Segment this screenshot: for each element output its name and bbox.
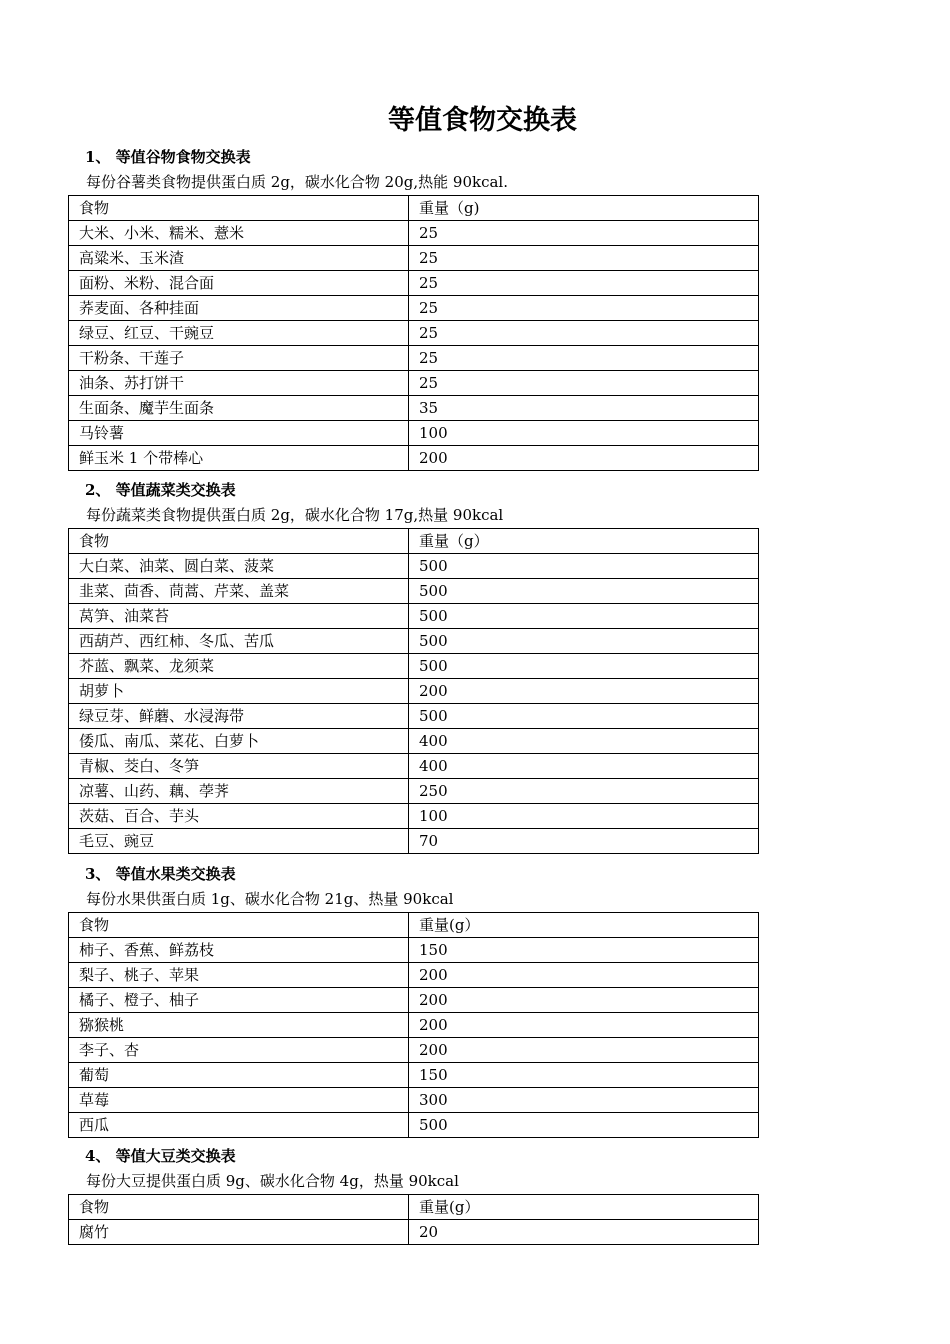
food-cell: 绿豆芽、鲜蘑、水浸海带 — [69, 704, 409, 729]
table-row — [69, 804, 759, 829]
section-note: 每份大豆提供蛋白质 9g、碳水化合物 4g，热量 90kcal — [86, 1172, 459, 1190]
food-cell: 马铃薯 — [69, 421, 409, 446]
weight-cell: 100 — [409, 804, 759, 829]
header-food: 食物 — [69, 913, 409, 938]
section-2 — [68, 478, 758, 854]
weight-cell: 25 — [409, 346, 759, 371]
food-cell: 草莓 — [69, 1088, 409, 1113]
weight-cell: 150 — [409, 938, 759, 963]
food-cell: 荞麦面、各种挂面 — [69, 296, 409, 321]
exchange-table — [68, 195, 759, 471]
table-header-row — [69, 529, 759, 554]
header-food: 食物 — [69, 1195, 409, 1220]
table-row — [69, 446, 759, 471]
weight-cell: 500 — [409, 554, 759, 579]
weight-cell: 25 — [409, 371, 759, 396]
food-cell: 芥蓝、飘菜、龙须菜 — [69, 654, 409, 679]
exchange-table — [68, 1194, 759, 1245]
weight-cell: 500 — [409, 654, 759, 679]
food-cell: 猕猴桃 — [69, 1013, 409, 1038]
table-row — [69, 1013, 759, 1038]
food-cell: 生面条、魔芋生面条 — [69, 396, 409, 421]
table-header-row — [69, 913, 759, 938]
weight-cell: 200 — [409, 679, 759, 704]
header-weight: 重量（g) — [409, 196, 759, 221]
weight-cell: 25 — [409, 246, 759, 271]
table-row — [69, 371, 759, 396]
table-row — [69, 421, 759, 446]
header-weight: 重量(g） — [409, 913, 759, 938]
food-cell: 鲜玉米 1 个带棒心 — [69, 446, 409, 471]
table-row — [69, 296, 759, 321]
food-cell: 橘子、橙子、柚子 — [69, 988, 409, 1013]
food-cell: 西葫芦、西红柿、冬瓜、苦瓜 — [69, 629, 409, 654]
food-cell: 凉薯、山药、藕、荸荠 — [69, 779, 409, 804]
table-header-row — [69, 1195, 759, 1220]
food-cell: 韭菜、茴香、茼蒿、芹菜、盖菜 — [69, 579, 409, 604]
weight-cell: 20 — [409, 1220, 759, 1245]
table-row — [69, 1113, 759, 1138]
section-note: 每份蔬菜类食物提供蛋白质 2g，碳水化合物 17g,热量 90kcal — [86, 506, 504, 524]
header-weight: 重量（g） — [409, 529, 759, 554]
food-cell: 毛豆、豌豆 — [69, 829, 409, 854]
weight-cell: 150 — [409, 1063, 759, 1088]
page-title: 等值食物交换表 — [388, 105, 577, 136]
weight-cell: 500 — [409, 1113, 759, 1138]
food-cell: 倭瓜、南瓜、菜花、白萝卜 — [69, 729, 409, 754]
food-cell: 面粉、米粉、混合面 — [69, 271, 409, 296]
section-note: 每份谷薯类食物提供蛋白质 2g，碳水化合物 20g,热能 90kcal. — [86, 173, 508, 191]
table-row — [69, 246, 759, 271]
weight-cell: 300 — [409, 1088, 759, 1113]
weight-cell: 200 — [409, 446, 759, 471]
table-row — [69, 729, 759, 754]
food-cell: 胡萝卜 — [69, 679, 409, 704]
food-cell: 高粱米、玉米渣 — [69, 246, 409, 271]
section-heading: 4、 等值大豆类交换表 — [85, 1147, 236, 1165]
table-row — [69, 938, 759, 963]
table-header-row — [69, 196, 759, 221]
header-weight: 重量(g） — [409, 1195, 759, 1220]
table-row — [69, 988, 759, 1013]
table-row — [69, 346, 759, 371]
food-cell: 柿子、香蕉、鲜荔枝 — [69, 938, 409, 963]
weight-cell: 200 — [409, 988, 759, 1013]
weight-cell: 200 — [409, 1038, 759, 1063]
table-row — [69, 629, 759, 654]
section-4 — [68, 1144, 758, 1245]
section-1 — [68, 145, 758, 471]
food-cell: 油条、苏打饼干 — [69, 371, 409, 396]
food-cell: 莴笋、油菜苔 — [69, 604, 409, 629]
exchange-table — [68, 528, 759, 854]
food-cell: 干粉条、干莲子 — [69, 346, 409, 371]
weight-cell: 25 — [409, 321, 759, 346]
weight-cell: 35 — [409, 396, 759, 421]
weight-cell: 500 — [409, 579, 759, 604]
table-row — [69, 1038, 759, 1063]
food-cell: 大白菜、油菜、圆白菜、菠菜 — [69, 554, 409, 579]
table-row — [69, 221, 759, 246]
weight-cell: 500 — [409, 629, 759, 654]
weight-cell: 250 — [409, 779, 759, 804]
weight-cell: 25 — [409, 221, 759, 246]
exchange-table — [68, 912, 759, 1138]
weight-cell: 500 — [409, 704, 759, 729]
table-row — [69, 963, 759, 988]
table-row — [69, 754, 759, 779]
weight-cell: 25 — [409, 296, 759, 321]
table-row — [69, 579, 759, 604]
table-row — [69, 396, 759, 421]
header-food: 食物 — [69, 529, 409, 554]
section-note: 每份水果供蛋白质 1g、碳水化合物 21g、热量 90kcal — [86, 890, 454, 908]
weight-cell: 400 — [409, 754, 759, 779]
weight-cell: 500 — [409, 604, 759, 629]
table-row — [69, 604, 759, 629]
table-row — [69, 779, 759, 804]
food-cell: 梨子、桃子、苹果 — [69, 963, 409, 988]
section-3 — [68, 862, 758, 1138]
table-row — [69, 1220, 759, 1245]
weight-cell: 100 — [409, 421, 759, 446]
weight-cell: 25 — [409, 271, 759, 296]
section-heading: 1、 等值谷物食物交换表 — [85, 148, 251, 166]
table-row — [69, 271, 759, 296]
food-cell: 西瓜 — [69, 1113, 409, 1138]
food-cell: 青椒、茭白、冬笋 — [69, 754, 409, 779]
table-row — [69, 679, 759, 704]
food-cell: 茨菇、百合、芋头 — [69, 804, 409, 829]
table-row — [69, 654, 759, 679]
weight-cell: 400 — [409, 729, 759, 754]
table-row — [69, 1063, 759, 1088]
food-cell: 葡萄 — [69, 1063, 409, 1088]
table-row — [69, 321, 759, 346]
food-cell: 腐竹 — [69, 1220, 409, 1245]
food-cell: 李子、杏 — [69, 1038, 409, 1063]
weight-cell: 200 — [409, 963, 759, 988]
weight-cell: 70 — [409, 829, 759, 854]
section-heading: 3、 等值水果类交换表 — [85, 865, 236, 883]
food-cell: 绿豆、红豆、干豌豆 — [69, 321, 409, 346]
table-row — [69, 704, 759, 729]
table-row — [69, 1088, 759, 1113]
weight-cell: 200 — [409, 1013, 759, 1038]
food-cell: 大米、小米、糯米、薏米 — [69, 221, 409, 246]
header-food: 食物 — [69, 196, 409, 221]
table-row — [69, 554, 759, 579]
table-row — [69, 829, 759, 854]
section-heading: 2、 等值蔬菜类交换表 — [85, 481, 236, 499]
